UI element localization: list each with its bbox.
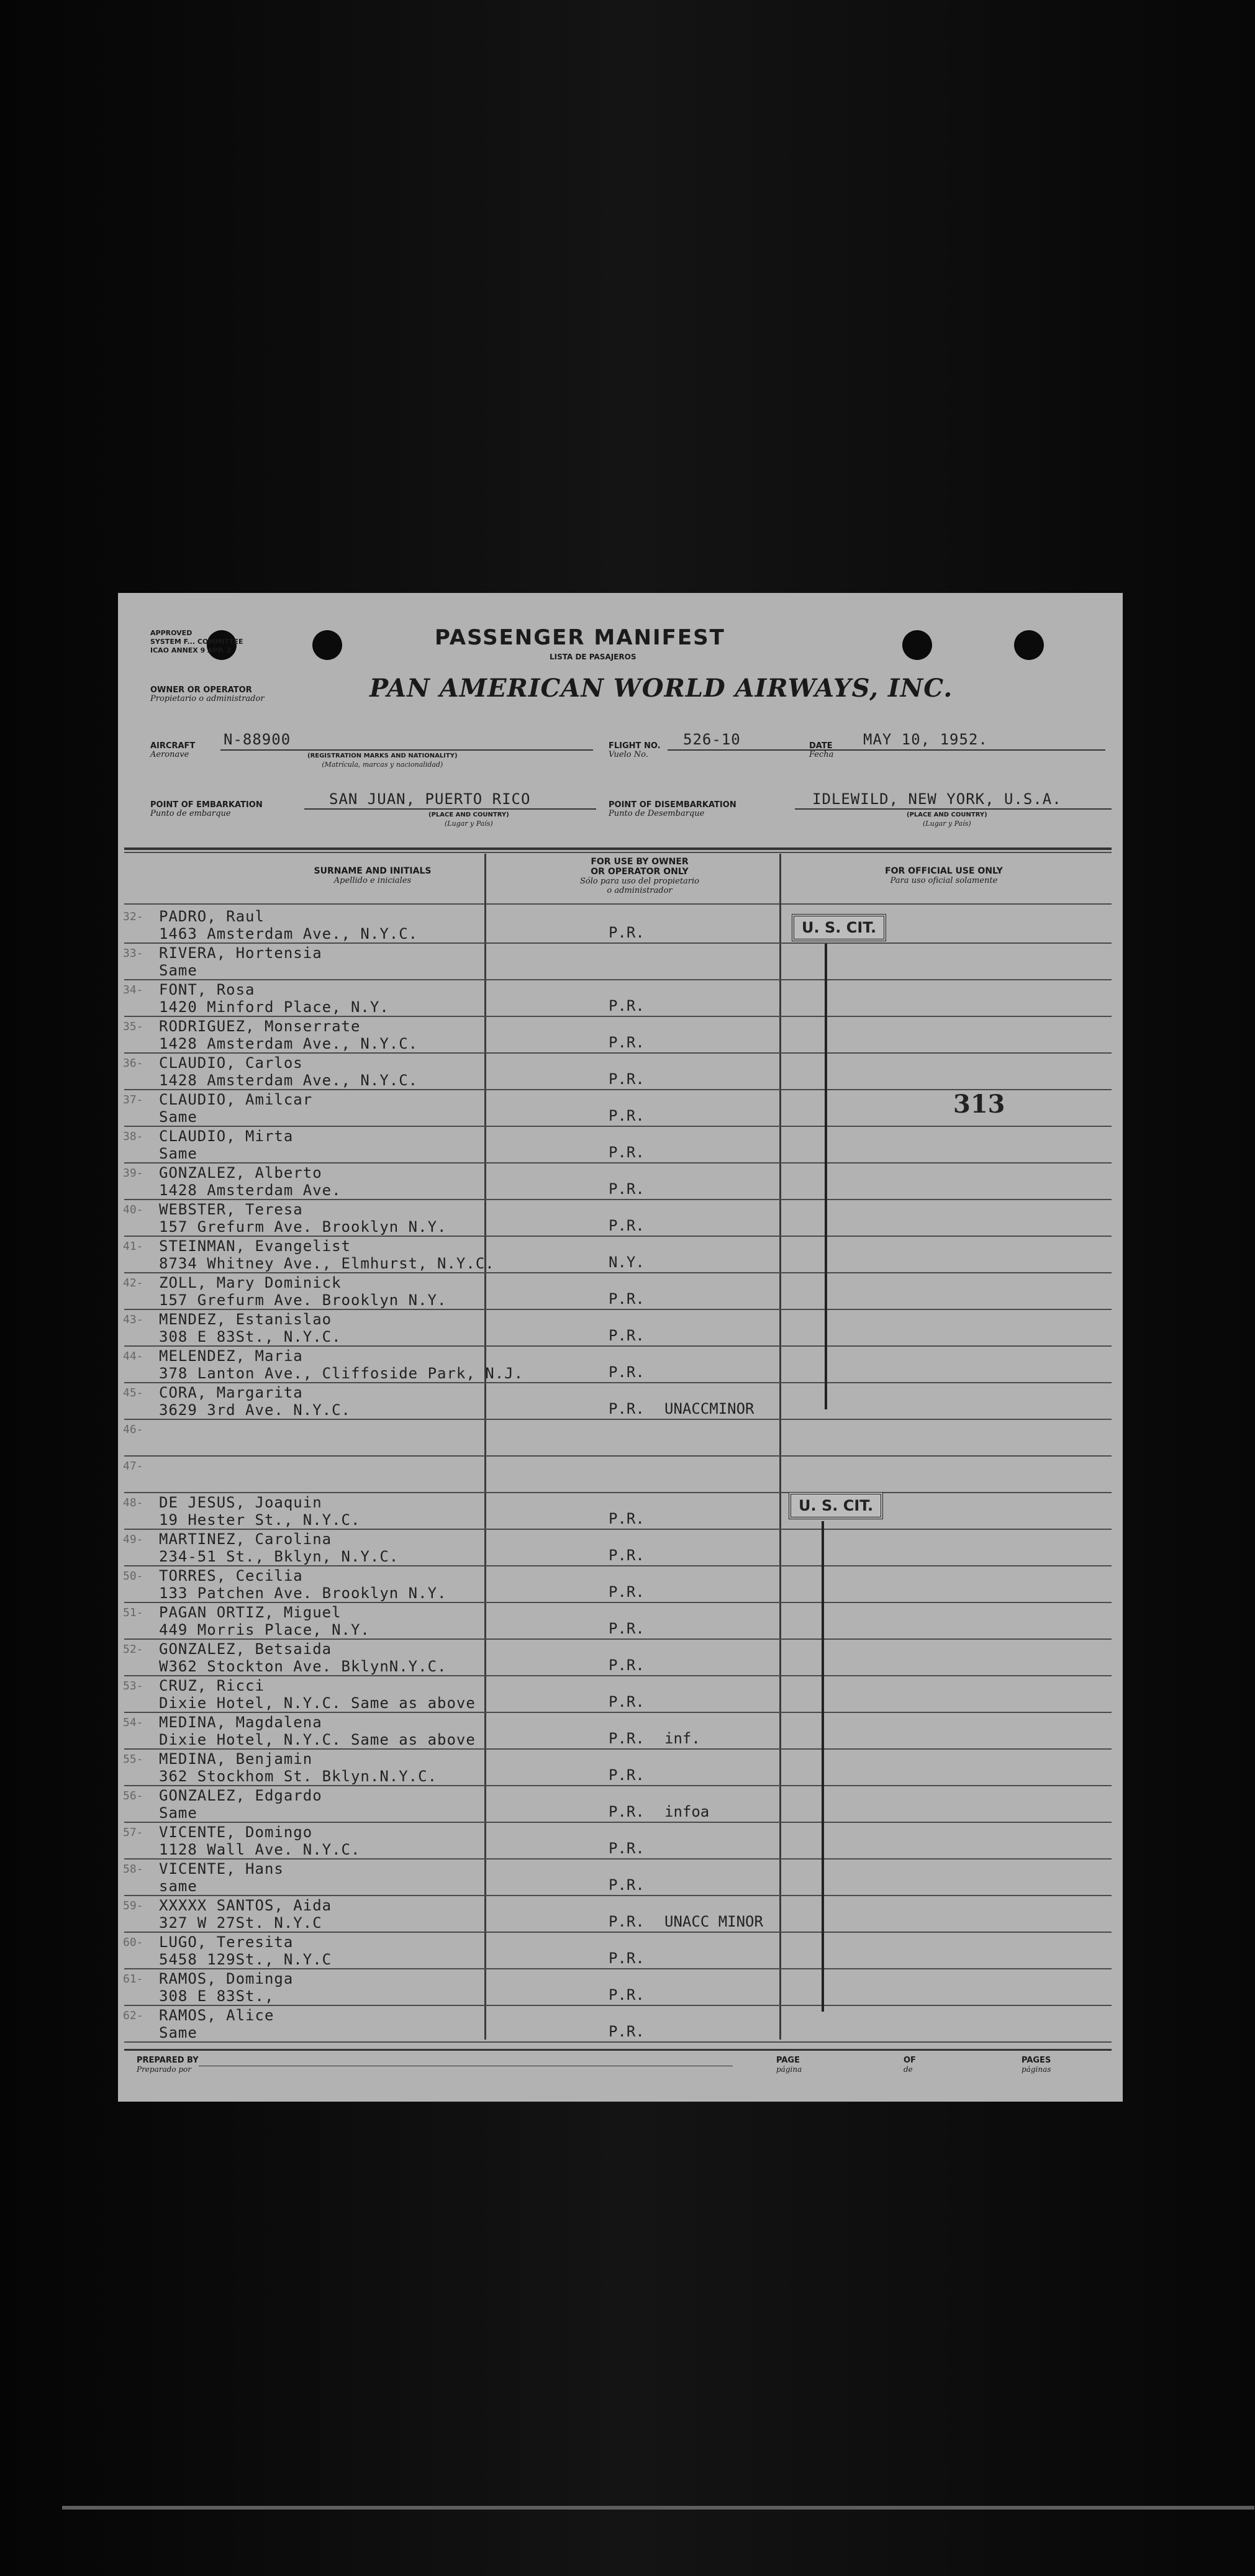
row-number: 62-	[123, 2009, 143, 2022]
passenger-address: 3629 3rd Ave. N.Y.C.	[159, 1401, 351, 1419]
passenger-address: 308 E 83St., N.Y.C.	[159, 1328, 342, 1345]
row-rule	[124, 1345, 1112, 1347]
aircraft-underline	[220, 749, 593, 751]
passenger-name: RIVERA, Hortensia	[159, 944, 322, 962]
passenger-address: Same	[159, 962, 197, 979]
approved-line: ICAO ANNEX 9 APP. 2	[150, 646, 232, 654]
passenger-nationality: P.R.	[609, 1656, 645, 1674]
passenger-nationality: P.R.	[609, 1620, 645, 1637]
passenger-nationality: P.R.	[609, 1144, 645, 1161]
row-number: 55-	[123, 1753, 143, 1766]
row-number: 36-	[123, 1057, 143, 1070]
passenger-nationality: P.R.	[609, 1363, 645, 1381]
date-sublabel: Fecha	[809, 750, 834, 759]
passenger-address: Same	[159, 1145, 197, 1162]
date-underline	[845, 749, 1105, 751]
passenger-nationality: P.R.	[609, 1327, 645, 1344]
passenger-nationality: P.R.	[609, 1913, 645, 1930]
place-country-note: (PLACE AND COUNTRY)	[428, 811, 509, 818]
column-header-operator	[484, 857, 795, 895]
row-number: 56-	[123, 1789, 143, 1802]
passenger-address: 157 Grefurm Ave. Brooklyn N.Y.	[159, 1218, 447, 1236]
passenger-address: 234-51 St., Bklyn, N.Y.C.	[159, 1548, 399, 1565]
pages-label: PAGES	[1022, 2056, 1051, 2065]
passenger-note: infoa	[664, 1803, 710, 1820]
passenger-nationality: P.R.	[609, 1950, 645, 1967]
approved-line: SYSTEM F... COMMITTEE	[150, 638, 243, 646]
registration-note-text: (REGISTRATION MARKS AND NATIONALITY)	[307, 752, 458, 759]
row-rule	[124, 1858, 1112, 1860]
row-number: 48-	[123, 1496, 143, 1509]
passenger-address: 5458 129St., N.Y.C	[159, 1951, 332, 1968]
prepared-by-block	[137, 2056, 199, 2074]
bracket-line	[825, 944, 827, 1409]
of-label: OF	[904, 2056, 916, 2065]
passenger-name: ZOLL, Mary Dominick	[159, 1274, 342, 1291]
passenger-name: XXXXX SANTOS, Aida	[159, 1897, 332, 1914]
passenger-name: GONZALEZ, Edgardo	[159, 1787, 322, 1804]
passenger-address: 1428 Amsterdam Ave.	[159, 1182, 342, 1199]
row-rule	[124, 1565, 1112, 1566]
aircraft-label: AIRCRAFT	[150, 741, 196, 751]
passenger-name: MARTINEZ, Carolina	[159, 1530, 332, 1548]
row-number: 53-	[123, 1679, 143, 1692]
row-rule	[124, 1638, 1112, 1640]
row-rule	[124, 1272, 1112, 1273]
embark-place-note	[428, 811, 509, 828]
column-header-official	[789, 866, 1099, 885]
citizenship-stamp: U. S. CIT.	[789, 1492, 883, 1519]
aircraft-value: N-88900	[224, 731, 291, 748]
passenger-nationality: P.R.	[609, 1730, 645, 1747]
passenger-nationality: P.R.	[609, 1070, 645, 1088]
col2-sub: Sólo para uso del propietario	[579, 877, 700, 886]
passenger-address: 308 E 83St.,	[159, 1987, 274, 2005]
passenger-address: Same	[159, 2024, 197, 2041]
aircraft-sublabel: Aeronave	[150, 750, 189, 759]
row-number: 59-	[123, 1899, 143, 1912]
column-divider	[779, 854, 781, 2040]
passenger-address: Dixie Hotel, N.Y.C. Same as above	[159, 1731, 476, 1748]
row-rule	[124, 1895, 1112, 1896]
citizenship-stamp: U. S. CIT.	[792, 914, 886, 941]
passenger-name: MEDINA, Benjamin	[159, 1750, 313, 1768]
page-label: PAGE	[776, 2056, 800, 2065]
passenger-address: 362 Stockhom St. Bklyn.N.Y.C.	[159, 1768, 438, 1785]
passenger-address: Same	[159, 1108, 197, 1126]
passenger-address: 157 Grefurm Ave. Brooklyn N.Y.	[159, 1291, 447, 1309]
passenger-address: 1428 Amsterdam Ave., N.Y.C.	[159, 1072, 419, 1089]
disembark-underline	[795, 808, 1112, 810]
passenger-nationality: P.R.	[609, 2023, 645, 2040]
passenger-nationality: P.R.	[609, 1034, 645, 1051]
passenger-nationality: P.R.	[609, 1876, 645, 1894]
passenger-address: Same	[159, 1804, 197, 1822]
row-number: 50-	[123, 1570, 143, 1583]
row-rule	[124, 942, 1112, 944]
passenger-nationality: P.R.	[609, 1290, 645, 1308]
disembark-label-block	[609, 801, 736, 818]
passenger-address: 1128 Wall Ave. N.Y.C.	[159, 1841, 361, 1858]
passenger-nationality: P.R.	[609, 1986, 645, 2004]
bracket-line	[822, 1521, 824, 2012]
row-number: 44-	[123, 1350, 143, 1363]
table-top-rule	[124, 852, 1112, 853]
row-rule	[124, 1199, 1112, 1200]
approved-line: APPROVED	[150, 629, 193, 637]
passenger-address: 8734 Whitney Ave., Elmhurst, N.Y.C.	[159, 1255, 495, 1272]
embark-sublabel: Punto de embarque	[150, 809, 231, 818]
passenger-name: VICENTE, Hans	[159, 1860, 284, 1878]
flight-label-block	[609, 742, 661, 759]
row-rule	[124, 1785, 1112, 1786]
of-sublabel: de	[904, 2065, 913, 2074]
passenger-address: 378 Lanton Ave., Cliffoside Park, N.J.	[159, 1365, 524, 1382]
col1-sub: Apellido e iniciales	[333, 876, 412, 885]
flight-sublabel: Vuelo No.	[609, 750, 648, 759]
passenger-name: GONZALEZ, Alberto	[159, 1164, 322, 1182]
embark-value: SAN JUAN, PUERTO RICO	[329, 790, 531, 808]
row-rule	[124, 1052, 1112, 1054]
passenger-nationality: P.R.	[609, 1547, 645, 1564]
aircraft-label-block	[150, 742, 195, 759]
page-title: PASSENGER MANIFEST	[435, 625, 725, 650]
row-number: 54-	[123, 1716, 143, 1729]
passenger-nationality: P.R.	[609, 1107, 645, 1124]
passenger-note: UNACC MINOR	[664, 1913, 763, 1930]
table-bottom-rule	[124, 2049, 1112, 2051]
date-label: DATE	[809, 741, 833, 751]
row-rule	[124, 1602, 1112, 1603]
passenger-name: RODRIGUEZ, Monserrate	[159, 1018, 361, 1035]
passenger-nationality: P.R.	[609, 997, 645, 1015]
passenger-address: 449 Morris Place, N.Y.	[159, 1621, 370, 1638]
passenger-address: 133 Patchen Ave. Brooklyn N.Y.	[159, 1584, 447, 1602]
row-rule	[124, 979, 1112, 980]
passenger-nationality: P.R.	[609, 1217, 645, 1234]
punch-hole	[902, 630, 932, 660]
passenger-name: STEINMAN, Evangelist	[159, 1237, 351, 1255]
passenger-note: UNACCMINOR	[664, 1400, 754, 1417]
passenger-name: VICENTE, Domingo	[159, 1824, 313, 1841]
disembark-value: IDLEWILD, NEW YORK, U.S.A.	[812, 790, 1062, 808]
row-rule	[124, 1932, 1112, 1933]
row-rule	[124, 2005, 1112, 2006]
passenger-name: MENDEZ, Estanislao	[159, 1311, 332, 1328]
col2-sub: o administrador	[607, 886, 673, 895]
row-number: 32-	[123, 910, 143, 923]
place-country-note-sub: (Lugar y País)	[445, 820, 493, 828]
passenger-address: W362 Stockton Ave. BklynN.Y.C.	[159, 1658, 447, 1675]
passenger-name: CRUZ, Ricci	[159, 1677, 265, 1694]
row-rule	[124, 1126, 1112, 1127]
row-rule	[124, 1455, 1112, 1457]
passenger-nationality: P.R.	[609, 1766, 645, 1784]
embark-underline	[304, 808, 596, 810]
row-rule	[124, 1016, 1112, 1017]
date-value: MAY 10, 1952.	[863, 731, 988, 748]
passenger-address: 19 Hester St., N.Y.C.	[159, 1511, 361, 1529]
passenger-nationality: N.Y.	[609, 1254, 645, 1271]
col2-head: FOR USE BY OWNER	[591, 857, 689, 867]
passenger-nationality: P.R.	[609, 924, 645, 941]
embark-label-block	[150, 801, 263, 818]
passenger-nationality: P.R.	[609, 1400, 645, 1417]
embark-label: POINT OF EMBARKATION	[150, 800, 263, 810]
passenger-name: RAMOS, Dominga	[159, 1970, 294, 1987]
row-rule	[124, 1675, 1112, 1676]
row-number: 57-	[123, 1826, 143, 1839]
row-rule	[124, 1162, 1112, 1164]
approval-block	[150, 629, 243, 655]
passenger-name: MELENDEZ, Maria	[159, 1347, 303, 1365]
passenger-name: WEBSTER, Teresa	[159, 1201, 303, 1218]
passenger-name: PADRO, Raul	[159, 908, 265, 925]
row-number: 61-	[123, 1973, 143, 1986]
row-number: 34-	[123, 983, 143, 997]
table-top-rule	[124, 847, 1112, 850]
place-country-note: (PLACE AND COUNTRY)	[907, 811, 987, 818]
passenger-name: PAGAN ORTIZ, Miguel	[159, 1604, 342, 1621]
passenger-nationality: P.R.	[609, 1840, 645, 1857]
flight-label: FLIGHT NO.	[609, 741, 661, 751]
col3-head: FOR OFFICIAL USE ONLY	[885, 866, 1003, 876]
passenger-address: 1463 Amsterdam Ave., N.Y.C.	[159, 925, 419, 942]
pages-sublabel: páginas	[1022, 2065, 1051, 2074]
airline-name: PAN AMERICAN WORLD AIRWAYS, INC.	[369, 674, 953, 703]
page-subtitle: LISTA DE PASAJEROS	[550, 653, 637, 661]
registration-note-sub: (Matrícula, marcas y nacionalidad)	[322, 761, 443, 769]
row-rule	[124, 1529, 1112, 1530]
row-number: 60-	[123, 1936, 143, 1949]
page-sublabel: página	[776, 2065, 802, 2074]
passenger-nationality: P.R.	[609, 1180, 645, 1198]
disembark-label: POINT OF DISEMBARKATION	[609, 800, 736, 810]
passenger-address: same	[159, 1878, 197, 1895]
row-number: 35-	[123, 1020, 143, 1033]
row-rule	[124, 1748, 1112, 1750]
registration-note	[307, 752, 458, 769]
row-rule	[124, 1236, 1112, 1237]
flight-value: 526-10	[683, 731, 741, 748]
passenger-name: LUGO, Teresita	[159, 1933, 294, 1951]
owner-label-block	[150, 686, 265, 703]
passenger-name: RAMOS, Alice	[159, 2007, 274, 2024]
passenger-address: 327 W 27St. N.Y.C	[159, 1914, 322, 1932]
row-rule	[124, 1419, 1112, 1420]
row-rule	[124, 1492, 1112, 1493]
row-number: 42-	[123, 1277, 143, 1290]
passenger-nationality: P.R.	[609, 1510, 645, 1527]
passenger-note: inf.	[664, 1730, 700, 1747]
passenger-name: CORA, Margarita	[159, 1384, 303, 1401]
date-label-block	[809, 742, 833, 759]
page-count-stamp: 313	[953, 1090, 1005, 1119]
of-label-block	[904, 2056, 916, 2074]
row-rule	[124, 1712, 1112, 1713]
row-number: 33-	[123, 947, 143, 960]
row-number: 52-	[123, 1643, 143, 1656]
prepared-sublabel: Preparado por	[137, 2065, 192, 2074]
row-number: 51-	[123, 1606, 143, 1619]
passenger-name: CLAUDIO, Carlos	[159, 1054, 303, 1072]
disembark-sublabel: Punto de Desembarque	[609, 809, 705, 818]
row-number: 41-	[123, 1240, 143, 1253]
passenger-nationality: P.R.	[609, 1803, 645, 1820]
passenger-address: 1428 Amsterdam Ave., N.Y.C.	[159, 1035, 419, 1052]
owner-sublabel: Propietario o administrador	[150, 694, 265, 703]
row-number: 40-	[123, 1203, 143, 1216]
row-number: 58-	[123, 1863, 143, 1876]
row-number: 46-	[123, 1423, 143, 1436]
passenger-nationality: P.R.	[609, 1583, 645, 1601]
row-number: 39-	[123, 1167, 143, 1180]
row-number: 37-	[123, 1093, 143, 1106]
row-rule	[124, 2041, 1112, 2043]
passenger-name: FONT, Rosa	[159, 981, 255, 998]
disembark-place-note	[907, 811, 987, 828]
punch-hole	[312, 630, 342, 660]
passenger-nationality: P.R.	[609, 1693, 645, 1711]
column-divider	[484, 854, 486, 2040]
row-number: 38-	[123, 1130, 143, 1143]
row-number: 49-	[123, 1533, 143, 1546]
passenger-address: Dixie Hotel, N.Y.C. Same as above	[159, 1694, 476, 1712]
col3-sub: Para uso oficial solamente	[890, 876, 998, 885]
row-number: 45-	[123, 1386, 143, 1399]
row-rule	[124, 1309, 1112, 1310]
owner-label: OWNER OR OPERATOR	[150, 685, 252, 695]
passenger-name: CLAUDIO, Amilcar	[159, 1091, 313, 1108]
header-bottom-rule	[124, 903, 1112, 905]
manifest-sheet	[118, 593, 1123, 2102]
passenger-name: GONZALEZ, Betsaida	[159, 1640, 332, 1658]
place-country-note-sub: (Lugar y País)	[923, 820, 971, 828]
prepared-label: PREPARED BY	[137, 2056, 199, 2065]
row-number: 43-	[123, 1313, 143, 1326]
passenger-address: 1420 Minford Place, N.Y.	[159, 998, 389, 1016]
punch-hole	[1014, 630, 1044, 660]
passenger-name: CLAUDIO, Mirta	[159, 1128, 294, 1145]
page-label-block	[776, 2056, 802, 2074]
row-number: 47-	[123, 1460, 143, 1473]
row-rule	[124, 1822, 1112, 1823]
passenger-name: MEDINA, Magdalena	[159, 1714, 322, 1731]
row-rule	[124, 1382, 1112, 1383]
passenger-name: DE JESUS, Joaquin	[159, 1494, 322, 1511]
scanner-edge-line	[62, 2506, 1254, 2510]
col1-head: SURNAME AND INITIALS	[314, 866, 432, 876]
row-rule	[124, 1968, 1112, 1969]
passenger-name: TORRES, Cecilia	[159, 1567, 303, 1584]
pages-label-block	[1022, 2056, 1051, 2074]
col2-head: OR OPERATOR ONLY	[591, 867, 689, 877]
